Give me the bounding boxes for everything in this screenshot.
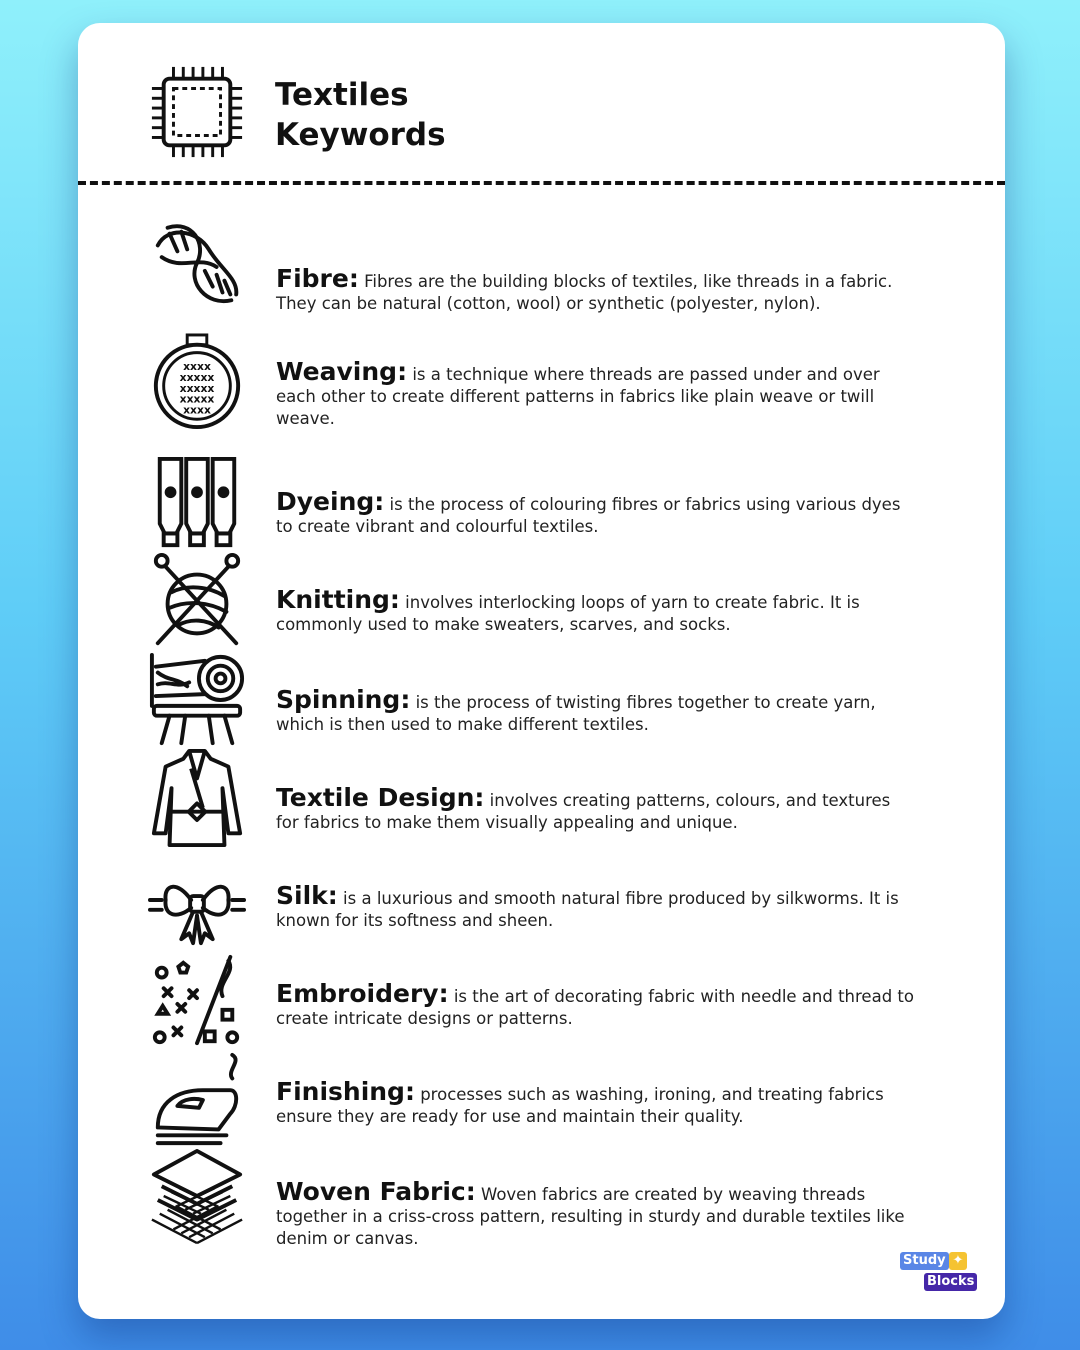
keyword-row-finishing xyxy=(78,1051,1005,1149)
keyword-definition: is the process of colouring fibres or fabrics using various dyes to create vibrant and colourful textiles. xyxy=(276,495,901,536)
keyword-row-woven-fabric xyxy=(78,1149,1005,1247)
keyword-definition: is the process of twisting fibres together to create yarn, which is then used to make different textiles. xyxy=(276,693,876,734)
keyword-term: Silk: xyxy=(276,881,338,910)
needle-pattern-icon xyxy=(144,953,250,1051)
fabric-layers-icon xyxy=(144,1149,250,1247)
keyword-entry xyxy=(276,264,916,315)
keyword-row-spinning xyxy=(78,651,1005,749)
keyword-definition: is the art of decorating fabric with needle and thread to create intricate designs or patterns. xyxy=(276,987,914,1028)
keyword-entry xyxy=(276,881,916,932)
sparkle-icon: ✦ xyxy=(949,1252,967,1270)
svg-text:xxxxx: xxxxx xyxy=(179,392,215,406)
keyword-entry xyxy=(276,685,916,736)
title-line-2: Keywords xyxy=(275,117,446,153)
keyword-row-silk xyxy=(78,851,1005,949)
dashed-divider xyxy=(78,181,1005,185)
keyword-definition: is a luxurious and smooth natural fibre produced by silkworms. It is known for its softness and sheen. xyxy=(276,889,899,930)
keyword-row-fibre xyxy=(78,216,1005,314)
keyword-term: Embroidery: xyxy=(276,979,449,1008)
bow-icon xyxy=(144,851,250,949)
keyword-row-dyeing xyxy=(78,455,1005,553)
keyword-definition: involves interlocking loops of yarn to create fabric. It is commonly used to make sweaters, scarves, and socks. xyxy=(276,593,860,634)
keyword-definition: is a technique where threads are passed under and over each other to create different patterns in fabrics like plain weave or twill weave. xyxy=(276,365,880,428)
keyword-definition: Fibres are the building blocks of textiles, like threads in a fabric. They can be natural (cotton, wool) or synthetic (polyester, nylon). xyxy=(276,272,893,313)
logo-word-blocks: Blocks xyxy=(924,1273,977,1291)
iron-icon xyxy=(144,1051,250,1149)
keyword-definition: processes such as washing, ironing, and treating fabrics ensure they are ready for use and maintain their quality. xyxy=(276,1085,884,1126)
keyword-entry xyxy=(276,1077,916,1128)
keyword-term: Woven Fabric: xyxy=(276,1177,476,1206)
keyword-row-knitting xyxy=(78,553,1005,651)
keyword-term: Fibre: xyxy=(276,264,359,293)
svg-text:xxxx: xxxx xyxy=(183,360,211,374)
title-line-1: Textiles xyxy=(275,77,409,113)
keyword-entry xyxy=(276,487,916,538)
fabric-swatch-icon xyxy=(148,63,246,161)
spinning-wheel-icon xyxy=(144,651,250,749)
keyword-definition: Woven fabrics are created by weaving threads together in a criss-cross pattern, resulting in sturdy and durable textiles like denim or canvas. xyxy=(276,1185,905,1248)
keyword-term: Textile Design: xyxy=(276,783,485,812)
yarn-ball-needles-icon xyxy=(144,553,250,651)
keyword-term: Finishing: xyxy=(276,1077,415,1106)
study-blocks-logo xyxy=(900,1252,980,1292)
worksheet-card xyxy=(78,23,1005,1319)
keyword-term: Spinning: xyxy=(276,685,411,714)
keyword-row-textile-design xyxy=(78,749,1005,847)
keyword-row-embroidery xyxy=(78,953,1005,1051)
svg-text:xxxxx: xxxxx xyxy=(179,371,215,385)
yarn-skein-icon xyxy=(144,216,250,314)
keyword-entry xyxy=(276,585,916,636)
embroidery-hoop-icon xyxy=(144,333,250,431)
svg-text:xxxx: xxxx xyxy=(183,403,211,417)
keyword-entry xyxy=(276,1177,916,1250)
keyword-entry xyxy=(276,783,916,834)
dye-tubes-icon xyxy=(144,455,250,553)
keyword-row-weaving xyxy=(78,333,1005,431)
keyword-term: Weaving: xyxy=(276,357,408,386)
keyword-entry xyxy=(276,979,916,1030)
logo-word-study: Study xyxy=(900,1252,949,1270)
keyword-term: Knitting: xyxy=(276,585,400,614)
keyword-term: Dyeing: xyxy=(276,487,385,516)
coat-icon xyxy=(144,749,250,847)
svg-text:xxxxx: xxxxx xyxy=(179,381,215,395)
keyword-definition: involves creating patterns, colours, and textures for fabrics to make them visually appealing and unique. xyxy=(276,791,891,832)
keyword-entry xyxy=(276,357,916,430)
page-title xyxy=(275,75,446,155)
